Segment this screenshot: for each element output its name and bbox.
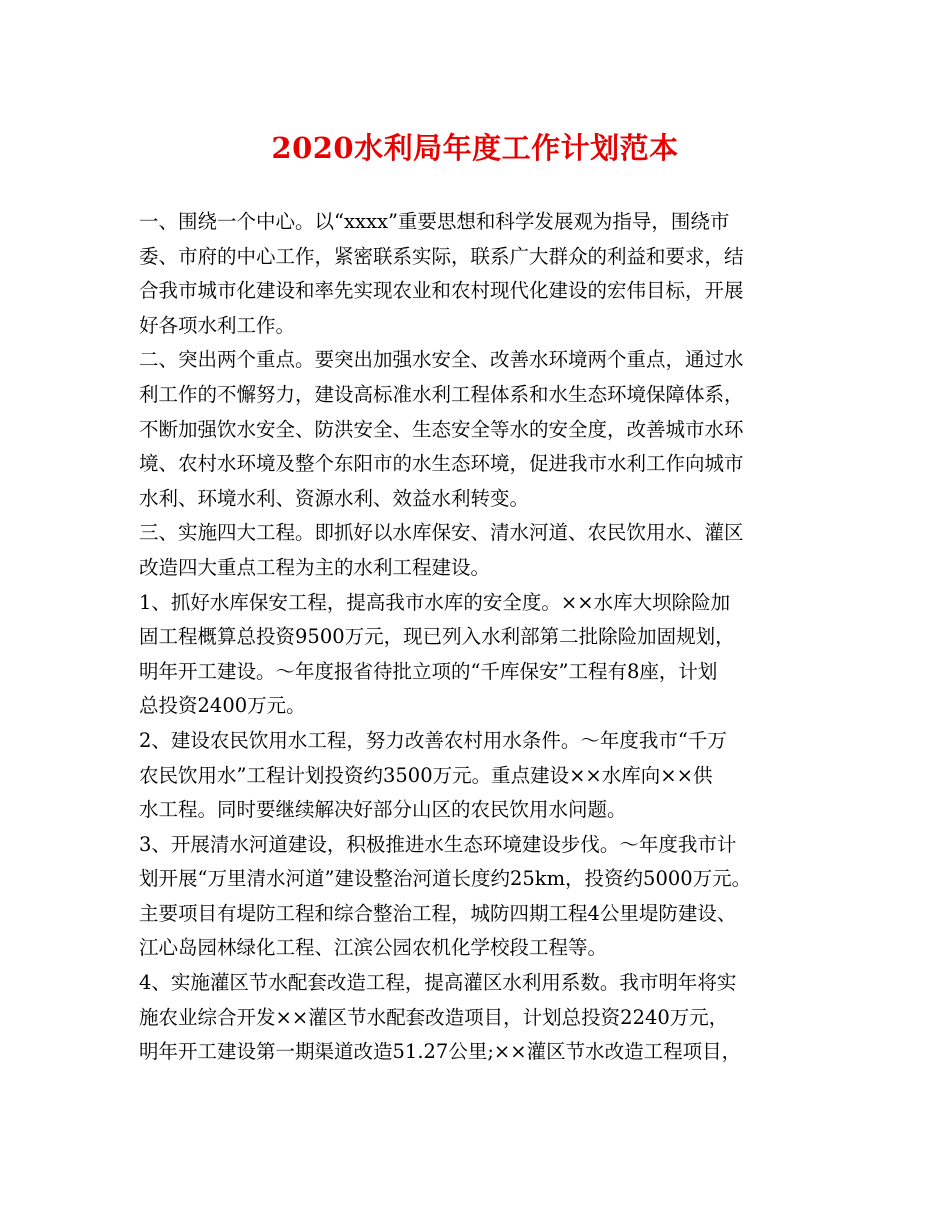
body-line: 江心岛园林绿化工程、江滨公园农机化学校段工程等。 bbox=[139, 936, 608, 960]
body-line: 不断加强饮水安全、防洪安全、生态安全等水的安全度，改善城市水环 bbox=[139, 417, 744, 441]
body-line: 2、建设农民饮用水工程，努力改善农村用水条件。～年度我市“千万 bbox=[139, 728, 727, 752]
body-line: 境、农村水环境及整个东阳市的水生态环境，促进我市水利工作向城市 bbox=[139, 452, 744, 476]
body-line: 划开展“万里清水河道”建设整治河道长度约25km，投资约5000万元。 bbox=[139, 867, 752, 891]
document-body bbox=[139, 205, 829, 1070]
document-title: 2020水利局年度工作计划范本 bbox=[271, 131, 679, 165]
body-line: 委、市府的中心工作，紧密联系实际，联系广大群众的利益和要求，结 bbox=[139, 244, 744, 268]
body-line: 水利、环境水利、资源水利、效益水利转变。 bbox=[139, 486, 530, 510]
body-line: 利工作的不懈努力，建设高标准水利工程体系和水生态环境保障体系， bbox=[139, 382, 744, 406]
body-line: 施农业综合开发××灌区节水配套改造项目，计划总投资2240万元， bbox=[139, 1005, 729, 1029]
body-line: 总投资2400万元。 bbox=[139, 694, 306, 718]
body-line: 4、实施灌区节水配套改造工程，提高灌区水利用系数。我市明年将实 bbox=[139, 971, 737, 995]
body-line: 一、围绕一个中心。以“xxxx”重要思想和科学发展观为指导，围绕市 bbox=[139, 210, 730, 233]
body-line: 3、开展清水河道建设，积极推进水生态环境建设步伐。～年度我市计 bbox=[139, 832, 737, 856]
body-line: 合我市城市化建设和率先实现农业和农村现代化建设的宏伟目标，开展 bbox=[139, 279, 744, 303]
body-line: 明年开工建设第一期渠道改造51.27公里;××灌区节水改造工程项目， bbox=[139, 1040, 742, 1064]
body-line: 固工程概算总投资9500万元，现已列入水利部第二批除险加固规划， bbox=[139, 625, 735, 649]
body-line: 主要项目有堤防工程和综合整治工程，城防四期工程4公里堤防建设、 bbox=[139, 901, 737, 925]
body-line: 水工程。同时要继续解决好部分山区的农民饮用水问题。 bbox=[139, 798, 627, 822]
body-line: 三、实施四大工程。即抓好以水库保安、清水河道、农民饮用水、灌区 bbox=[139, 521, 744, 545]
body-line: 二、突出两个重点。要突出加强水安全、改善水环境两个重点，通过水 bbox=[139, 348, 744, 372]
body-line: 1、抓好水库保安工程，提高我市水库的安全度。××水库大坝除险加 bbox=[139, 590, 731, 614]
body-line: 明年开工建设。～年度报省待批立项的“千库保安”工程有8座，计划 bbox=[139, 659, 718, 683]
body-line: 好各项水利工作。 bbox=[139, 313, 296, 337]
body-line: 农民饮用水”工程计划投资约3500万元。重点建设××水库向××供 bbox=[139, 763, 713, 787]
body-line: 改造四大重点工程为主的水利工程建设。 bbox=[139, 555, 491, 579]
